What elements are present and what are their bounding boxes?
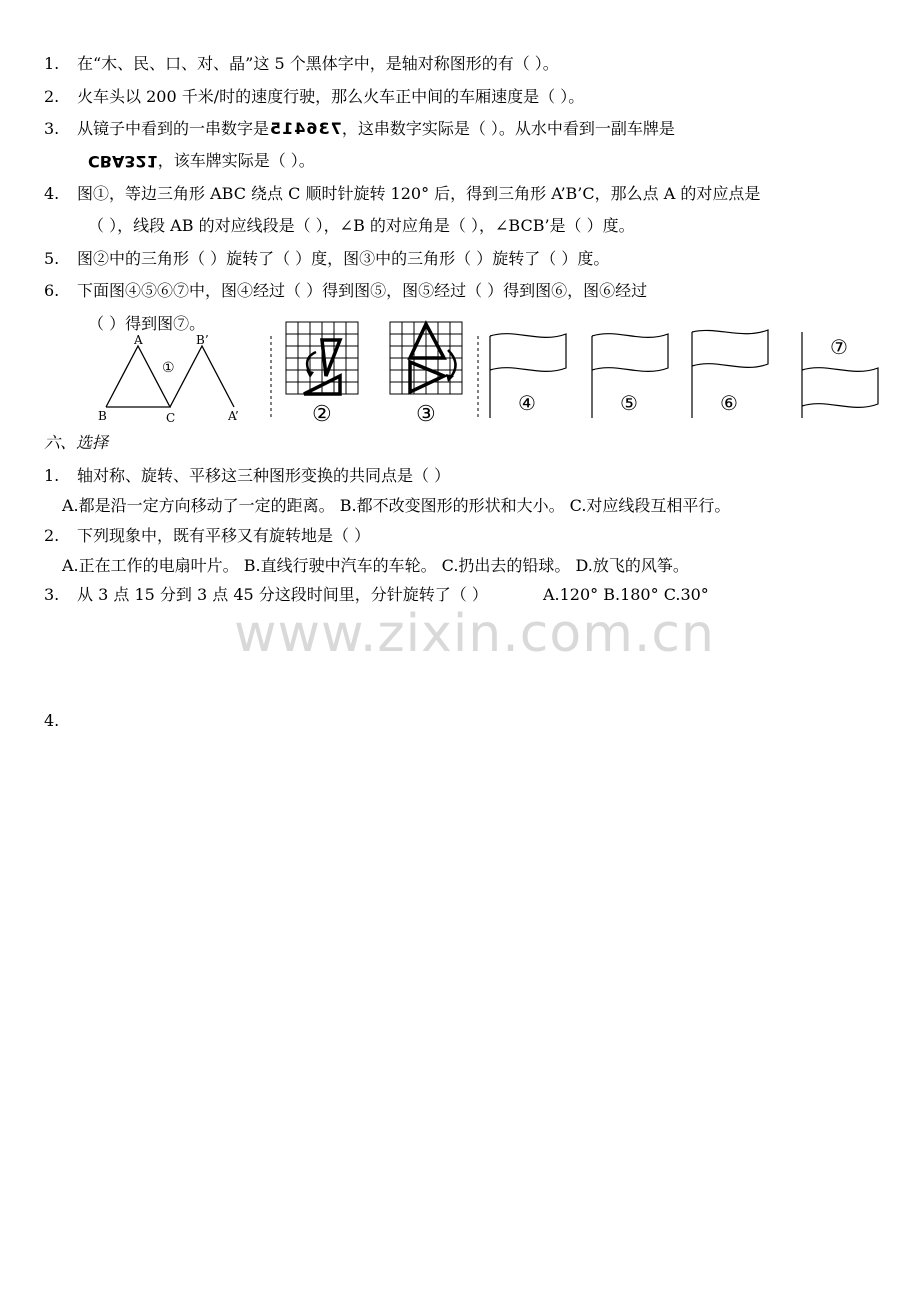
figure-2-grid — [286, 322, 358, 394]
figure-1-triangles — [106, 346, 234, 407]
figure-1-label: ① — [162, 360, 175, 376]
rotation-arrow-icon — [448, 350, 456, 378]
question-text: 在“木、民、口、对、晶”这 5 个黑体字中，是轴对称图形的有（ ）。 — [77, 54, 559, 73]
figures-row — [90, 318, 890, 430]
question-6 — [44, 281, 647, 301]
mirrored-number-image: 736415 — [269, 119, 342, 138]
choice-question-2 — [44, 526, 370, 546]
question-number: 6. — [44, 281, 60, 300]
choice-question-3 — [44, 585, 709, 605]
choice-question-4 — [44, 711, 77, 731]
question-text: 从 3 点 15 分到 3 点 45 分这段时间里，分针旋转了（ ） — [77, 585, 488, 604]
section-title: 六、选择 — [44, 433, 109, 452]
question-text: 图①，等边三角形 ABC 绕点 C 顺时针旋转 120° 后，得到三角形 A’B’C，那么点 A 的对应点是 — [77, 184, 761, 203]
choice-options-1: A.都是沿一定方向移动了一定的距离。 B.都不改变图形的形状和大小。 C.对应线段互相平行。 — [62, 496, 731, 515]
question-number: 2. — [44, 87, 60, 106]
question-5 — [44, 249, 609, 269]
question-text-cont: ，这串数字实际是（ ）。从水中看到一副车牌是 — [341, 119, 675, 138]
triangle-abc — [106, 346, 170, 407]
question-number: 3. — [44, 585, 60, 604]
label-b: B — [98, 409, 107, 423]
question-number: 1. — [44, 54, 60, 73]
question-text: 火车头以 200 千米/时的速度行驶，那么火车正中间的车厢速度是（ ）。 — [77, 87, 585, 106]
question-1 — [44, 54, 559, 74]
question-text: （ ）得到图⑦。 — [88, 314, 206, 333]
question-4 — [44, 184, 760, 204]
question-number: 4. — [44, 711, 60, 730]
question-text: 图②中的三角形（ ）旋转了（ ）度，图③中的三角形（ ）旋转了（ ）度。 — [77, 249, 610, 268]
figure-2-label: ② — [312, 402, 332, 427]
label-b-prime: B’ — [196, 333, 209, 347]
choice-question-1 — [44, 466, 450, 486]
question-text: 从镜子中看到的一串数字是 — [77, 119, 270, 138]
flag-7-label: ⑦ — [830, 335, 848, 359]
question-3-continued — [88, 151, 315, 171]
water-reflected-plate-image: CBA321 — [88, 152, 158, 171]
question-text: 下面图④⑤⑥⑦中，图④经过（ ）得到图⑤，图⑤经过（ ）得到图⑥，图⑥经过 — [77, 281, 648, 300]
question-number: 2. — [44, 526, 60, 545]
label-a-prime: A’ — [228, 409, 239, 423]
figure-3-label: ③ — [416, 402, 436, 427]
question-3 — [44, 119, 675, 139]
question-text: 下列现象中，既有平移又有旋转地是（ ） — [77, 526, 371, 545]
original-triangle — [410, 324, 444, 358]
question-2 — [44, 87, 584, 107]
label-c: C — [166, 411, 176, 425]
watermark: www.zixin.com.cn — [234, 604, 715, 664]
question-number: 3. — [44, 119, 60, 138]
flag-4-label: ④ — [518, 391, 536, 415]
question-number: 1. — [44, 466, 60, 485]
question-number: 5. — [44, 249, 60, 268]
figure-3-grid — [390, 322, 462, 394]
label-a: A — [134, 333, 143, 347]
flag-6-label: ⑥ — [720, 391, 738, 415]
choice-options-2: A.正在工作的电扇叶片。 B.直线行驶中汽车的车轮。 C.扔出去的铅球。 D.放飞的风筝。 — [62, 556, 689, 575]
rotated-triangle — [410, 362, 444, 392]
choice-options-3: A.120° B.180° C.30° — [542, 585, 709, 604]
flag-5-label: ⑤ — [620, 391, 638, 415]
triangle-a-b-c — [170, 346, 234, 407]
question-text: ，该车牌实际是（ ）。 — [157, 151, 315, 170]
question-text: （ ），线段 AB 的对应线段是（ ），∠B 的对应角是（ ），∠BCB’是（ ）度。 — [88, 216, 635, 235]
question-number: 4. — [44, 184, 60, 203]
question-text: 轴对称、旋转、平移这三种图形变换的共同点是（ ） — [77, 466, 451, 485]
question-4-continued — [88, 216, 635, 236]
